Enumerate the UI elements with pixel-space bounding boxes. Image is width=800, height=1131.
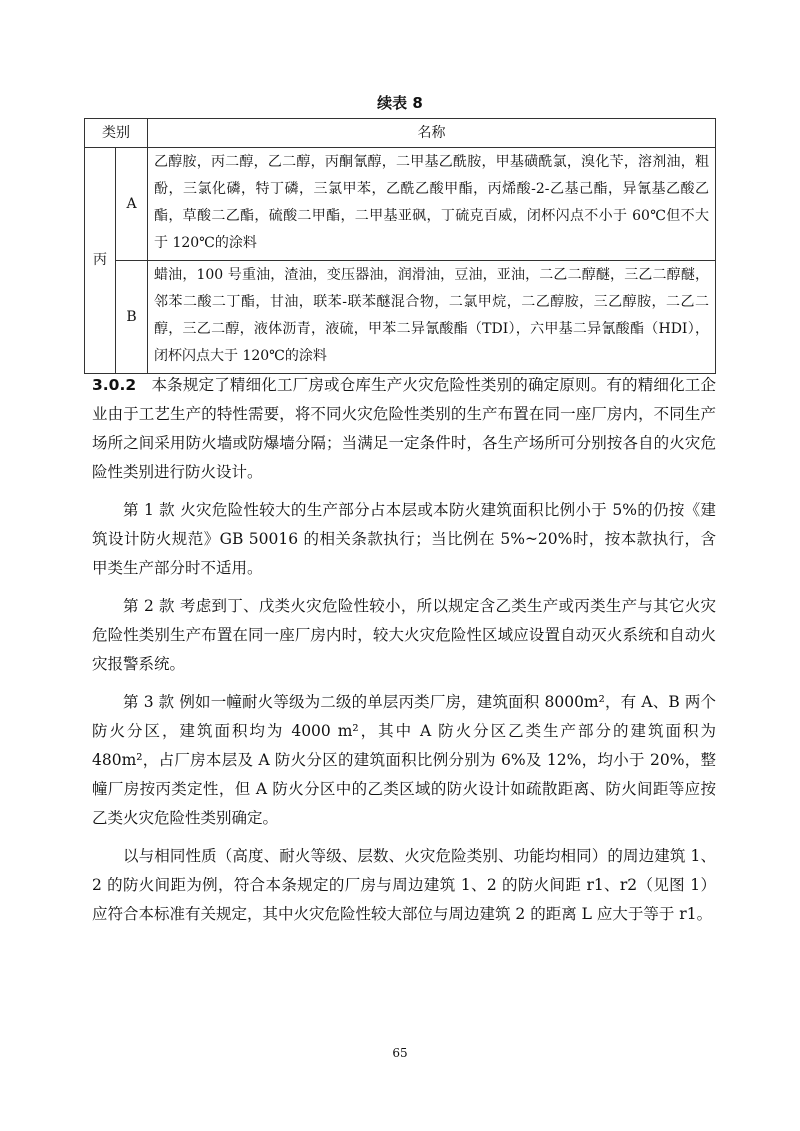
subcategory-cell: B — [116, 261, 148, 374]
classification-table — [84, 118, 716, 374]
substance-list-cell: 蜡油，100 号重油，渣油，变压器油，润滑油，豆油，亚油，二乙二醇醚，三乙二醇醚，邻苯二酸二丁酯，甘油，联苯-联苯醚混合物，二氯甲烷，二乙醇胺，三乙醇胺，二乙二醇，三乙二醇，液体沥青，液硫，甲苯二异氰酸酯（TDI），六甲基二异氰酸酯（HDI），闭杯闪点大于 120℃的涂料 — [148, 261, 716, 374]
substance-list-cell: 乙醇胺，丙二醇，乙二醇，丙酮氰醇，二甲基乙酰胺，甲基磺酰氯，溴化苄，溶剂油，粗酚，三氯化磷，特丁磷，三氯甲苯，乙酰乙酸甲酯，丙烯酸-2-乙基己酯，异氰基乙酸乙酯，草酸二乙酯，硫酸二甲酯，二甲基亚砜，丁硫克百威，闭杯闪点不小于 60℃但不大于 120℃的涂料 — [148, 148, 716, 261]
header-category: 类别 — [85, 119, 148, 148]
paragraph: 第 1 款 火灾危险性较大的生产部分占本层或本防火建筑面积比例小于 5%的仍按《建筑设计防火规范》GB 50016 的相关条款执行；当比例在 5%~20%时，按本款执行，含甲类生产部分时不适用。 — [92, 501, 716, 577]
paragraph — [92, 371, 716, 487]
header-name: 名称 — [148, 119, 716, 148]
subcategory-cell: A — [116, 148, 148, 261]
paragraph-text: 本条规定了精细化工厂房或仓库生产火灾危险性类别的确定原则。有的精细化工企业由于工艺生产的特性需要，将不同火灾危险性类别的生产布置在同一座厂房内，不同生产场所之间采用防火墙或防爆墙分隔；当满足一定条件时，各生产场所可分别按各自的火灾危险性类别进行防火设计。 — [92, 376, 716, 481]
paragraph: 以与相同性质（高度、耐火等级、层数、火灾危险类别、功能均相同）的周边建筑 1、2 的防火间距为例，符合本条规定的厂房与周边建筑 1、2 的防火间距 r1、r2（见图 1）应符合本标准有关规定，其中火灾危险性较大部位与周边建筑 2 的距离 L 应大于等于 r1。 — [92, 847, 716, 923]
section-number: 3.0.2 — [92, 376, 137, 394]
table-row — [85, 148, 716, 261]
body-text — [92, 371, 716, 938]
table-title: 续表 8 — [377, 94, 423, 112]
table-header-row — [85, 119, 716, 148]
paragraph: 第 3 款 例如一幢耐火等级为二级的单层丙类厂房，建筑面积 8000m²，有 A、B 两个防火分区，建筑面积均为 4000 m²，其中 A 防火分区乙类生产部分的建筑面积为 480m²，占厂房本层及 A 防火分区的建筑面积比例分别为 6%及 12%，均小于 20%，整幢厂房按丙类定性，但 A 防火分区中的乙类区域的防火设计如疏散距离、防火间距等应按乙类火灾危险性类别确定。 — [92, 693, 716, 827]
category-cell: 丙 — [85, 148, 116, 374]
paragraph: 第 2 款 考虑到丁、戊类火灾危险性较小，所以规定含乙类生产或丙类生产与其它火灾危险性类别生产布置在同一座厂房内时，较大火灾危险性区域应设置自动灭火系统和自动火灾报警系统。 — [92, 597, 716, 673]
page-number: 65 — [392, 1046, 408, 1060]
table-row — [85, 261, 716, 374]
